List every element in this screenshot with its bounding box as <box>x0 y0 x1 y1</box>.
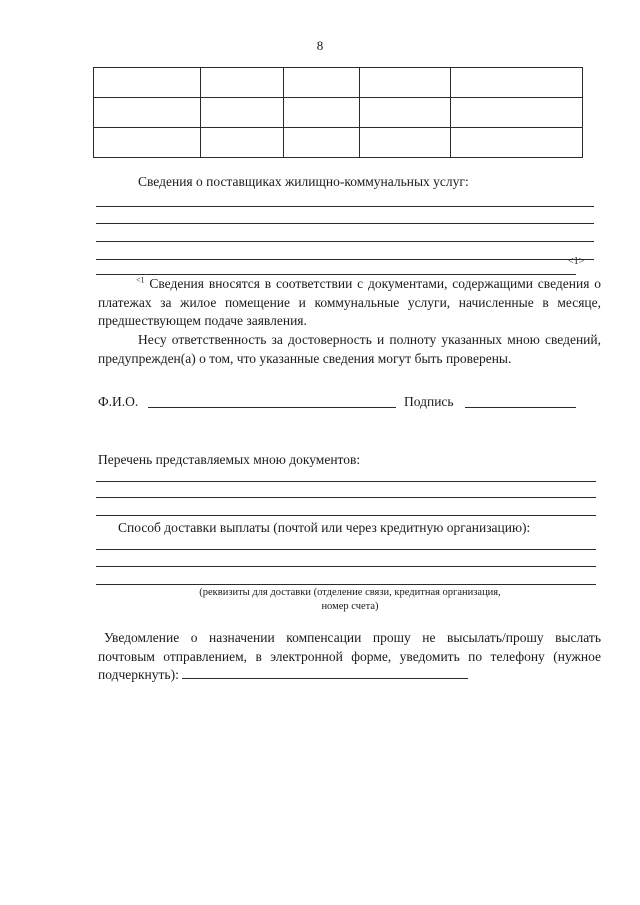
table-row <box>94 98 583 128</box>
table-cell[interactable] <box>94 98 201 128</box>
data-table <box>93 67 583 158</box>
suppliers-line-2[interactable] <box>96 223 594 224</box>
fio-label: Ф.И.О. <box>98 394 139 409</box>
suppliers-line-1[interactable] <box>96 206 594 207</box>
table-cell[interactable] <box>284 68 360 98</box>
table-cell[interactable] <box>451 128 583 158</box>
notification-text: Уведомление о назначении компенсации прошу не высылать/прошу выслать почтовым отправлением, в электронной форме, уведомить по телефону <box>98 630 601 664</box>
footnote-text: Сведения вносятся в соответствии с документами, содержащими сведения о платежах за жилое помещение и коммунальные услуги, начисленные в месяце, предшествующем подаче заявления. <box>98 276 602 328</box>
footnote-mark: <1> <box>568 256 585 267</box>
delivery-line-2[interactable] <box>96 566 596 567</box>
table-cell[interactable] <box>201 128 284 158</box>
table-cell[interactable] <box>284 98 360 128</box>
suppliers-line-3[interactable] <box>96 241 594 242</box>
delivery-label: Способ доставки выплаты (почтой или через кредитную организацию): <box>118 520 531 535</box>
table-row <box>94 128 583 158</box>
footnote-paragraph <box>98 275 601 331</box>
documents-line-2[interactable] <box>96 497 596 498</box>
table-cell[interactable] <box>94 128 201 158</box>
responsibility-paragraph: Несу ответственность за достоверность и полноту указанных мною сведений, предупрежден(а) о том, что указанные сведения могут быть проверены. <box>98 332 601 366</box>
suppliers-label: Сведения о поставщиках жилищно-коммунальных услуг: <box>138 174 469 189</box>
footnote-ref: <1 <box>136 275 145 285</box>
documents-line-3[interactable] <box>96 515 596 516</box>
delivery-caption-1: (реквизиты для доставки (отделение связи, кредитная организация, <box>199 587 501 598</box>
table-cell[interactable] <box>94 68 201 98</box>
fio-field[interactable] <box>148 407 396 408</box>
notification-tail: (нужное подчеркнуть): <box>98 648 601 682</box>
notification-paragraph <box>98 629 601 685</box>
table-cell[interactable] <box>360 68 451 98</box>
documents-line-1[interactable] <box>96 481 596 482</box>
suppliers-line-4[interactable] <box>96 259 594 260</box>
table-cell[interactable] <box>451 68 583 98</box>
table-cell[interactable] <box>360 98 451 128</box>
table-cell[interactable] <box>451 98 583 128</box>
delivery-caption-2: номер счета) <box>321 601 379 612</box>
table-cell[interactable] <box>201 68 284 98</box>
delivery-line-3[interactable] <box>96 584 596 585</box>
table-row <box>94 68 583 98</box>
notification-field[interactable] <box>182 666 468 679</box>
signature-label: Подпись <box>404 394 454 409</box>
table-cell[interactable] <box>360 128 451 158</box>
documents-label: Перечень представляемых мною документов: <box>98 452 361 467</box>
page-number: 8 <box>316 38 324 53</box>
signature-field[interactable] <box>465 407 576 408</box>
delivery-line-1[interactable] <box>96 549 596 550</box>
table-cell[interactable] <box>284 128 360 158</box>
table-cell[interactable] <box>201 98 284 128</box>
